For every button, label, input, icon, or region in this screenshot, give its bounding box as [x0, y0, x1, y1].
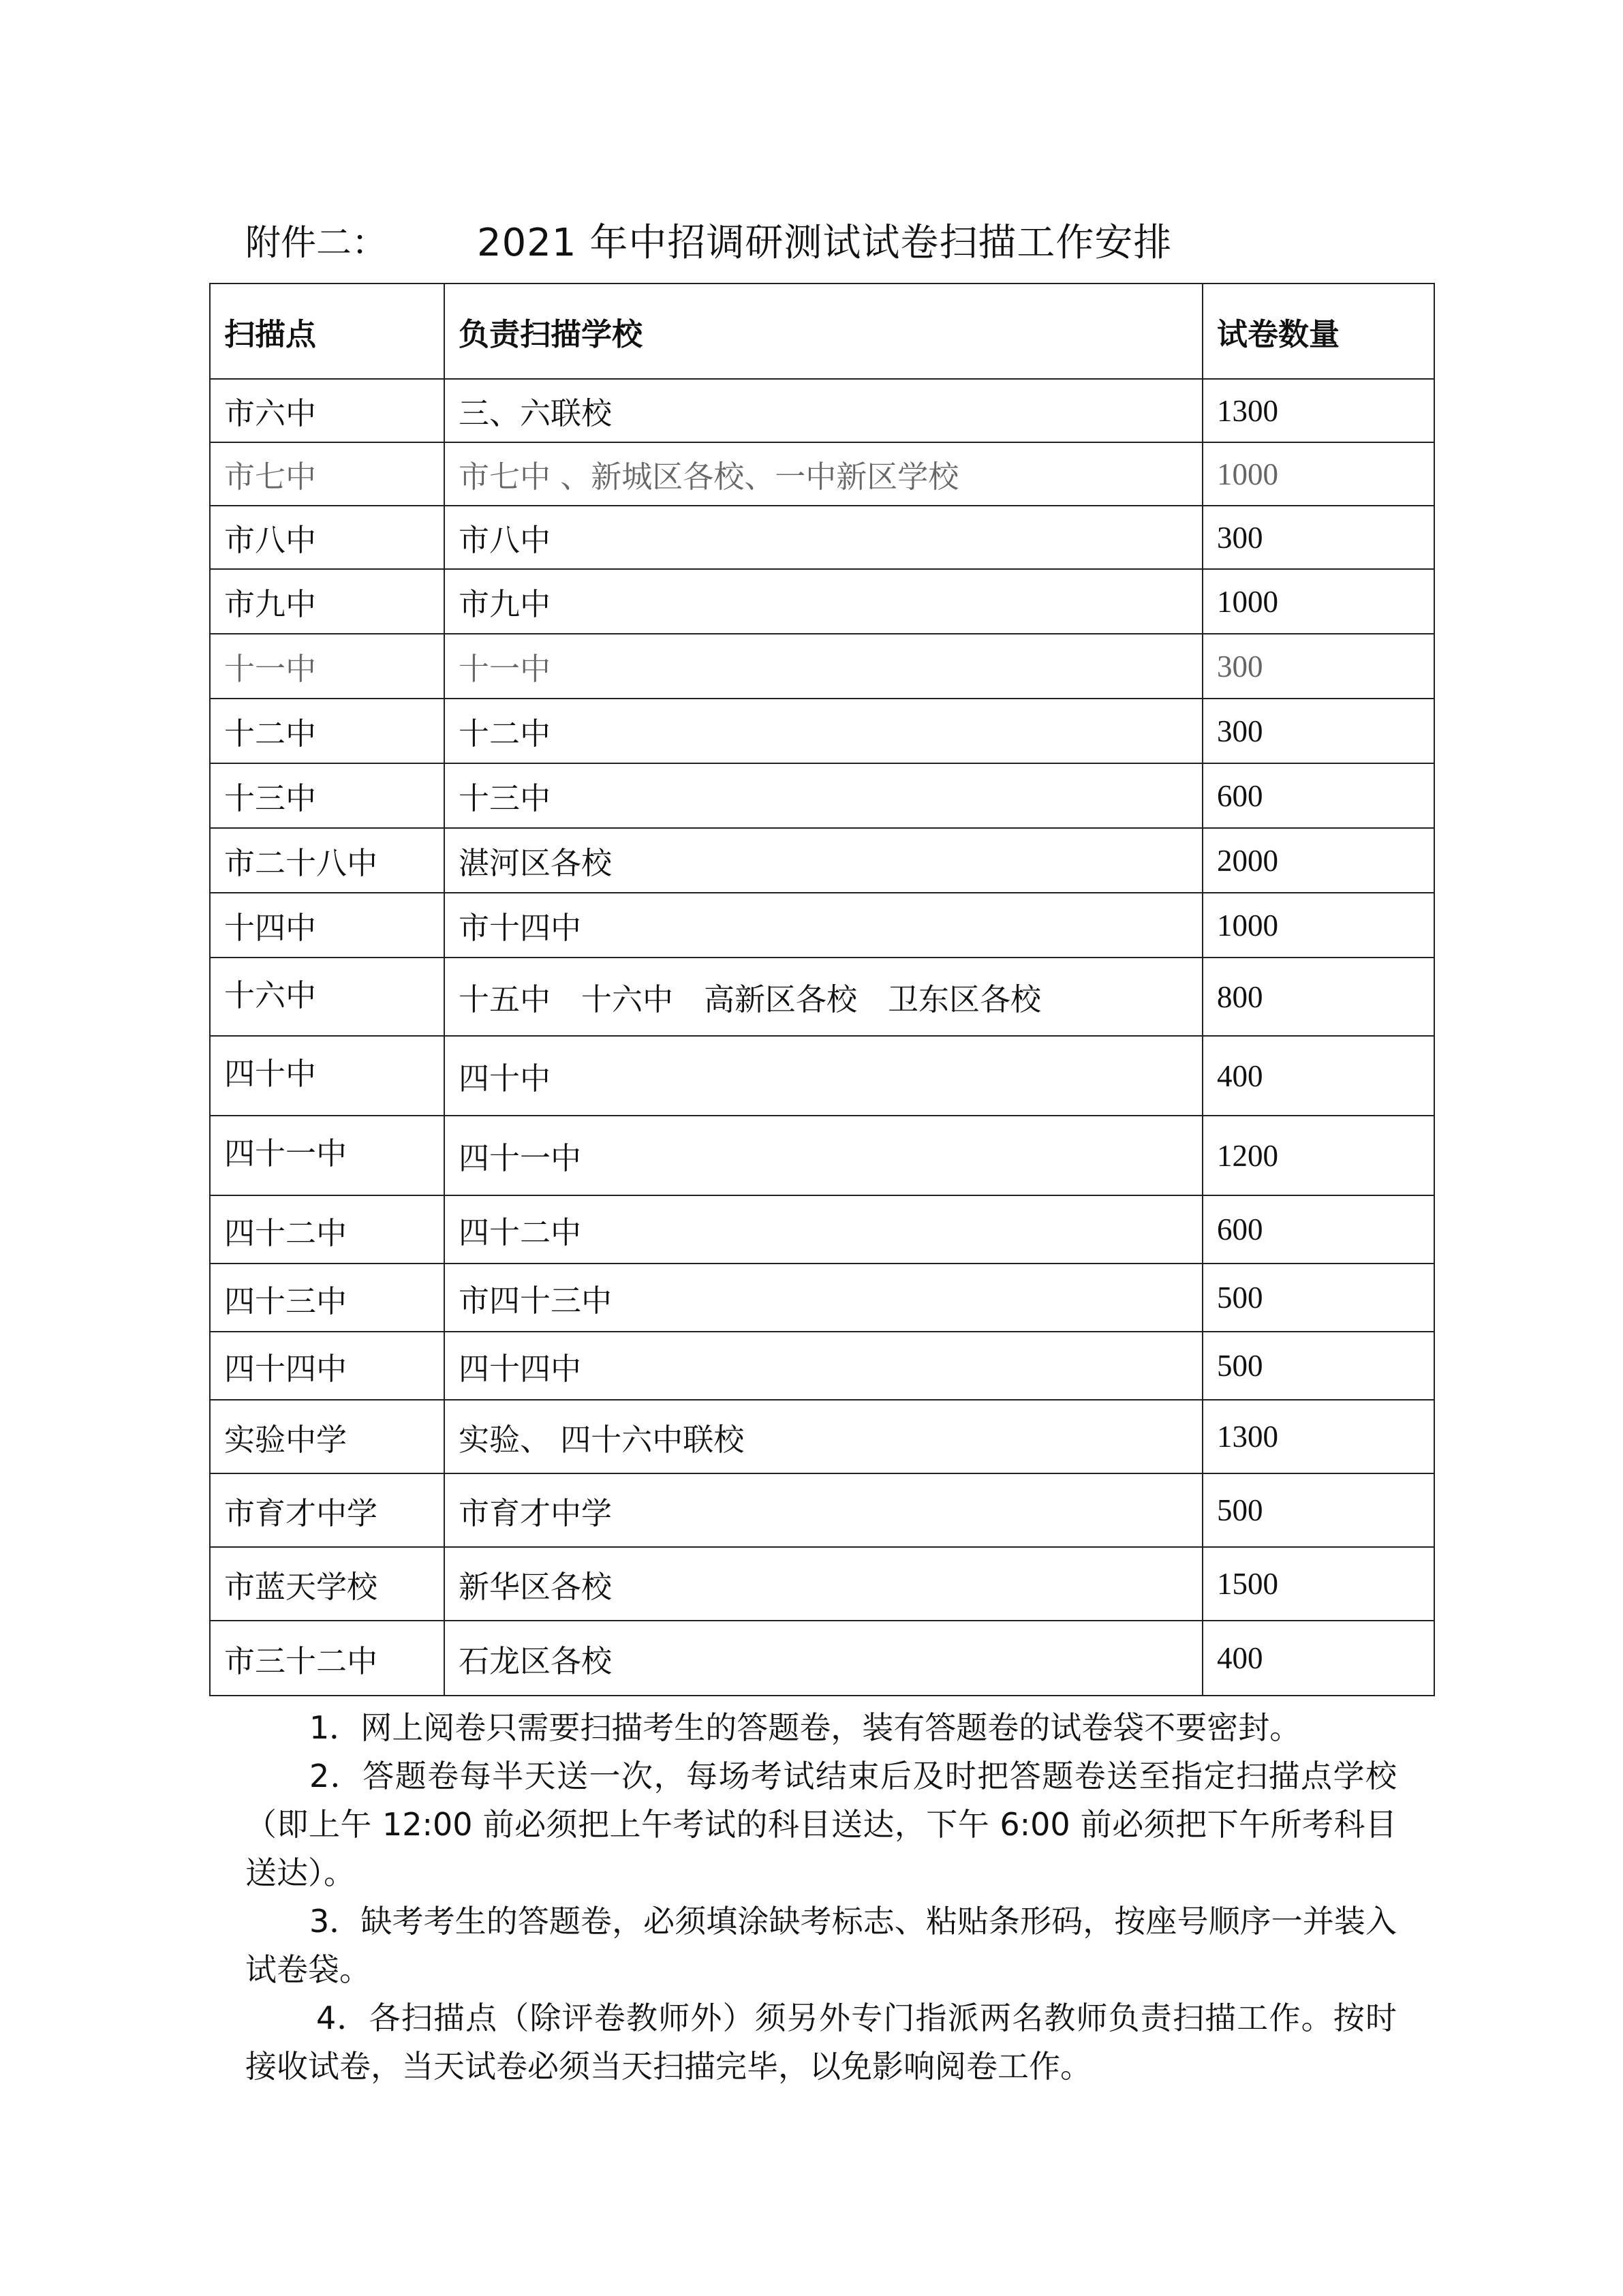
cell-site: 十二中 [210, 699, 444, 763]
cell-site: 市蓝天学校 [210, 1547, 444, 1621]
cell-site: 市育才中学 [210, 1473, 444, 1547]
cell-site: 四十二中 [210, 1195, 444, 1264]
cell-schools: 十五中 十六中 高新区各校 卫东区各校 [444, 958, 1203, 1036]
cell-count: 1000 [1203, 569, 1434, 634]
cell-site: 四十中 [210, 1036, 444, 1116]
table-row [210, 958, 1434, 1036]
cell-site: 市七中 [210, 442, 444, 506]
table-row [210, 1036, 1434, 1116]
note-item: 2．答题卷每半天送一次，每场考试结束后及时把答题卷送至指定扫描点学校（即上午 12:00 前必须把上午考试的科目送达，下午 6:00 前必须把下午所考科目送达）。 [245, 1758, 1397, 1891]
cell-schools: 三、六联校 [444, 379, 1203, 442]
cell-schools: 四十一中 [444, 1116, 1203, 1195]
table-row [210, 893, 1434, 958]
cell-count: 1300 [1203, 1400, 1434, 1473]
cell-count: 400 [1203, 1036, 1434, 1116]
cell-schools: 石龙区各校 [444, 1621, 1203, 1696]
note-item: 1．网上阅卷只需要扫描考生的答题卷，装有答题卷的试卷袋不要密封。 [309, 1709, 1301, 1746]
cell-schools: 市四十三中 [444, 1264, 1203, 1332]
cell-count: 500 [1203, 1264, 1434, 1332]
cell-count: 2000 [1203, 828, 1434, 893]
header-scan-site: 扫描点 [210, 284, 444, 379]
table-row [210, 828, 1434, 893]
cell-count: 1200 [1203, 1116, 1434, 1195]
table-row [210, 569, 1434, 634]
cell-schools: 十一中 [444, 634, 1203, 699]
cell-count: 300 [1203, 506, 1434, 569]
note-item: 3．缺考考生的答题卷，必须填涂缺考标志、粘贴条形码，按座号顺序一并装入试卷袋。 [245, 1903, 1397, 1988]
cell-schools: 市十四中 [444, 893, 1203, 958]
table-row [210, 1264, 1434, 1332]
table-row [210, 1621, 1434, 1696]
cell-count: 500 [1203, 1473, 1434, 1547]
note-item: 4．各扫描点（除评卷教师外）须另外专门指派两名教师负责扫描工作。按时接收试卷，当天试卷必须当天扫描完毕，以免影响阅卷工作。 [245, 2000, 1397, 2085]
document-header [245, 213, 1472, 274]
cell-schools: 实验、 四十六中联校 [444, 1400, 1203, 1473]
header-count: 试卷数量 [1203, 284, 1434, 379]
cell-schools: 市育才中学 [444, 1473, 1203, 1547]
cell-schools: 四十四中 [444, 1332, 1203, 1400]
cell-schools: 市七中 、新城区各校、一中新区学校 [444, 442, 1203, 506]
cell-schools: 十三中 [444, 763, 1203, 828]
cell-count: 300 [1203, 699, 1434, 763]
cell-schools: 市八中 [444, 506, 1203, 569]
cell-count: 1000 [1203, 442, 1434, 506]
cell-site: 市九中 [210, 569, 444, 634]
table-row [210, 1400, 1434, 1473]
table-row [210, 379, 1434, 442]
cell-count: 1500 [1203, 1547, 1434, 1621]
notes-section [245, 1704, 1397, 2091]
cell-site: 十四中 [210, 893, 444, 958]
cell-count: 300 [1203, 634, 1434, 699]
cell-site: 市三十二中 [210, 1621, 444, 1696]
table-row [210, 1116, 1434, 1195]
table-row [210, 1473, 1434, 1547]
cell-count: 1000 [1203, 893, 1434, 958]
cell-site: 四十四中 [210, 1332, 444, 1400]
cell-schools: 新华区各校 [444, 1547, 1203, 1621]
table-row [210, 1195, 1434, 1264]
cell-site: 市八中 [210, 506, 444, 569]
cell-count: 500 [1203, 1332, 1434, 1400]
table-row [210, 442, 1434, 506]
cell-site: 市二十八中 [210, 828, 444, 893]
cell-count: 800 [1203, 958, 1434, 1036]
table-row [210, 699, 1434, 763]
table-row [210, 763, 1434, 828]
table-header-row [210, 284, 1434, 379]
cell-count: 600 [1203, 1195, 1434, 1264]
attachment-label: 附件二： [245, 223, 388, 264]
cell-count: 1300 [1203, 379, 1434, 442]
table-row [210, 1332, 1434, 1400]
cell-schools: 四十二中 [444, 1195, 1203, 1264]
cell-site: 实验中学 [210, 1400, 444, 1473]
table-row [210, 506, 1434, 569]
cell-site: 市六中 [210, 379, 444, 442]
cell-site: 四十一中 [210, 1116, 444, 1195]
cell-site: 十六中 [210, 958, 444, 1036]
cell-schools: 湛河区各校 [444, 828, 1203, 893]
cell-site: 十一中 [210, 634, 444, 699]
scan-schedule-table [209, 283, 1435, 1696]
cell-count: 600 [1203, 763, 1434, 828]
table-row [210, 634, 1434, 699]
table-row [210, 1547, 1434, 1621]
cell-schools: 四十中 [444, 1036, 1203, 1116]
cell-site: 十三中 [210, 763, 444, 828]
cell-site: 四十三中 [210, 1264, 444, 1332]
cell-schools: 十二中 [444, 699, 1203, 763]
page-title: 2021 年中招调研测试试卷扫描工作安排 [477, 221, 1173, 265]
cell-count: 400 [1203, 1621, 1434, 1696]
header-schools: 负责扫描学校 [444, 284, 1203, 379]
cell-schools: 市九中 [444, 569, 1203, 634]
